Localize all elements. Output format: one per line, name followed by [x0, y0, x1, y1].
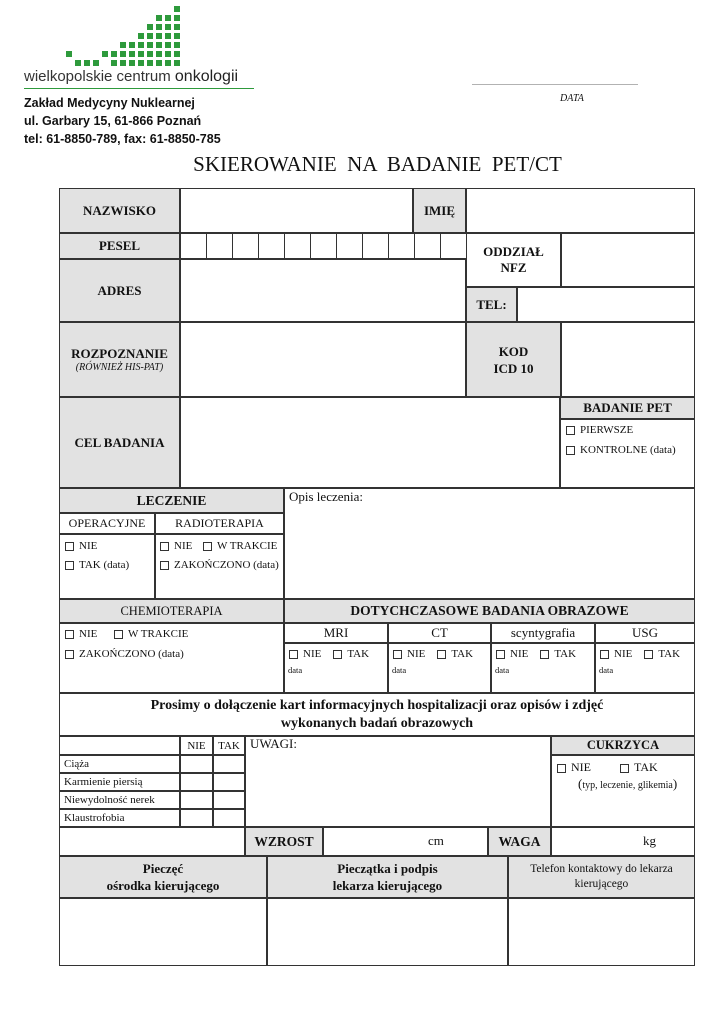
label-uwagi: UWAGI: [250, 736, 297, 751]
label-adres: ADRES [59, 259, 180, 322]
checkbox-icon[interactable] [65, 650, 74, 659]
logo-square [165, 15, 171, 21]
logo-square [156, 42, 162, 48]
unit-kg: kg [643, 833, 656, 848]
label-opis-leczenia: Opis leczenia: [289, 489, 363, 504]
operacyjne-nie[interactable]: NIE [65, 540, 97, 552]
condition-tak-box[interactable] [213, 755, 245, 773]
checkbox-icon[interactable] [620, 764, 629, 773]
imie-field[interactable] [466, 188, 695, 233]
chemio-nie[interactable]: NIE [65, 628, 97, 640]
badania-checkboxes[interactable]: NIE TAK [393, 648, 473, 660]
logo-square [147, 33, 153, 39]
logo-mark [66, 6, 186, 76]
label-tak: TAK [213, 736, 245, 755]
condition-label: Ciąża [59, 755, 180, 773]
condition-nie-box[interactable] [180, 755, 213, 773]
condition-tak-box[interactable] [213, 791, 245, 809]
condition-tak-box[interactable] [213, 773, 245, 791]
checkbox-icon[interactable] [65, 561, 74, 570]
logo-square [165, 60, 171, 66]
checkbox-icon[interactable] [644, 650, 653, 659]
option-kontrolne[interactable]: KONTROLNE (data) [566, 444, 676, 456]
checkbox-icon[interactable] [203, 542, 212, 551]
form-title: SKIEROWANIE NA BADANIE PET/CT [193, 152, 562, 176]
pesel-digit-box[interactable] [206, 233, 233, 259]
adres-field[interactable] [180, 259, 466, 322]
logo-square [111, 51, 117, 57]
conditions-header-blank [59, 736, 180, 755]
label-oddzial: ODDZIAŁ NFZ [466, 233, 561, 287]
logo-square [174, 51, 180, 57]
cel-badania-field[interactable] [180, 397, 560, 488]
pesel-digit-box[interactable] [336, 233, 363, 259]
logo-square [147, 24, 153, 30]
logo-square [156, 51, 162, 57]
label-operacyjne: OPERACYJNE [59, 513, 155, 534]
logo-square [147, 51, 153, 57]
logo-square [156, 15, 162, 21]
cukrzyca-nie[interactable]: NIE [557, 760, 591, 775]
label-radioterapia: RADIOTERAPIA [155, 513, 284, 534]
unit-cm: cm [428, 833, 444, 848]
logo-square [129, 51, 135, 57]
chemio-w-trakcie[interactable]: W TRAKCIE [114, 628, 188, 640]
nazwisko-field[interactable] [180, 188, 413, 233]
badania-col-ct: CT [388, 623, 491, 643]
checkbox-icon[interactable] [437, 650, 446, 659]
telefon-field[interactable] [508, 898, 695, 966]
waga-field[interactable] [551, 827, 695, 856]
checkbox-icon[interactable] [289, 650, 298, 659]
condition-nie-box[interactable] [180, 773, 213, 791]
checkbox-icon[interactable] [65, 542, 74, 551]
logo-square [147, 42, 153, 48]
logo-square [174, 15, 180, 21]
pesel-digit-box[interactable] [180, 233, 207, 259]
date-field[interactable]: ................................................................................... [472, 78, 638, 87]
logo-square [138, 42, 144, 48]
date-label: DATA [560, 93, 584, 104]
label-leczenie: LECZENIE [59, 488, 284, 513]
badania-checkboxes[interactable]: NIE TAK [600, 648, 680, 660]
logo-square [138, 33, 144, 39]
badania-data-label: data [288, 665, 303, 675]
logo-square [165, 51, 171, 57]
podpis-field[interactable] [267, 898, 508, 966]
logo-square [165, 24, 171, 30]
checkbox-icon[interactable] [65, 630, 74, 639]
checkbox-icon[interactable] [333, 650, 342, 659]
logo-square [102, 51, 108, 57]
label-pesel: PESEL [59, 233, 180, 259]
badania-col-usg: USG [595, 623, 695, 643]
badania-checkboxes[interactable]: NIE TAK [496, 648, 576, 660]
radioterapia-w-trakcie[interactable]: W TRAKCIE [203, 540, 277, 552]
logo-square [129, 60, 135, 66]
pesel-digit-box[interactable] [232, 233, 259, 259]
pesel-digit-box[interactable] [310, 233, 337, 259]
condition-nie-box[interactable] [180, 791, 213, 809]
pesel-digit-box[interactable] [258, 233, 285, 259]
logo-square [138, 51, 144, 57]
pesel-digit-box[interactable] [440, 233, 467, 259]
dept-phone: tel: 61-8850-789, fax: 61-8850-785 [24, 132, 221, 146]
option-pierwsze[interactable]: PIERWSZE [566, 424, 633, 436]
oddzial-field[interactable] [561, 233, 695, 287]
checkbox-icon[interactable] [566, 446, 575, 455]
logo-square [120, 42, 126, 48]
logo-underline [24, 88, 254, 89]
logo-square [84, 60, 90, 66]
checkbox-icon[interactable] [566, 426, 575, 435]
pieczec-field[interactable] [59, 898, 267, 966]
label-telefon: Telefon kontaktowy do lekarza kierującego [508, 856, 695, 898]
checkbox-icon[interactable] [540, 650, 549, 659]
pesel-digit-box[interactable] [388, 233, 415, 259]
badania-checkboxes[interactable]: NIE TAK [289, 648, 369, 660]
condition-label: Niewydolność nerek [59, 791, 180, 809]
condition-nie-box[interactable] [180, 809, 213, 827]
badania-data-label: data [599, 665, 614, 675]
checkbox-icon[interactable] [114, 630, 123, 639]
chemio-zakonczono[interactable]: ZAKOŃCZONO (data) [65, 648, 184, 660]
condition-label: Karmienie piersią [59, 773, 180, 791]
logo-square [156, 33, 162, 39]
logo-square [174, 33, 180, 39]
badania-col-mri: MRI [284, 623, 388, 643]
logo-square [111, 60, 117, 66]
label-pieczec: Pieczęć ośrodka kierującego [59, 856, 267, 898]
logo-square [174, 60, 180, 66]
measures-blank [59, 827, 245, 856]
badania-col-scyntygrafia: scyntygrafia [491, 623, 595, 643]
request-note: Prosimy o dołączenie kart informacyjnych hospitalizacji oraz opisów i zdjęć wykonanych badań obrazowych [59, 693, 695, 736]
label-rozpoznanie: ROZPOZNANIE (RÓWNIEŻ HIS-PAT) [59, 322, 180, 397]
label-cel-badania: CEL BADANIA [59, 397, 180, 488]
checkbox-icon[interactable] [160, 561, 169, 570]
logo-square [138, 60, 144, 66]
checkbox-icon[interactable] [600, 650, 609, 659]
rozpoznanie-field[interactable] [180, 322, 466, 397]
tel-field[interactable] [517, 287, 695, 322]
logo-square [174, 42, 180, 48]
logo-square [120, 51, 126, 57]
badania-data-label: data [392, 665, 407, 675]
logo-square [174, 6, 180, 12]
checkbox-icon[interactable] [393, 650, 402, 659]
cukrzyca-note: (typ, leczenie, glikemia) [578, 776, 678, 791]
label-imie: IMIĘ [413, 188, 466, 233]
label-chemioterapia: CHEMIOTERAPIA [59, 599, 284, 623]
dept-name: Zakład Medycyny Nuklearnej [24, 96, 195, 110]
label-waga: WAGA [488, 827, 551, 856]
checkbox-icon[interactable] [496, 650, 505, 659]
logo-square [147, 60, 153, 66]
logo-text: wielkopolskie centrum onkologii [24, 68, 239, 85]
pesel-digit-box[interactable] [414, 233, 441, 259]
pesel-digit-box[interactable] [284, 233, 311, 259]
label-podpis: Pieczątka i podpis lekarza kierującego [267, 856, 508, 898]
pesel-digit-box[interactable] [362, 233, 389, 259]
logo-square [66, 51, 72, 57]
cukrzyca-tak[interactable]: TAK [620, 760, 658, 775]
badania-data-label: data [495, 665, 510, 675]
logo-square [120, 60, 126, 66]
label-kod-icd: KOD ICD 10 [466, 322, 561, 397]
dept-address: ul. Garbary 15, 61-866 Poznań [24, 114, 202, 128]
condition-tak-box[interactable] [213, 809, 245, 827]
label-cukrzyca: CUKRZYCA [551, 736, 695, 755]
condition-label: Klaustrofobia [59, 809, 180, 827]
checkbox-icon[interactable] [160, 542, 169, 551]
label-nazwisko: NAZWISKO [59, 188, 180, 233]
label-badania-obrazowe: DOTYCHCZASOWE BADANIA OBRAZOWE [284, 599, 695, 623]
logo-square [174, 24, 180, 30]
logo-square [156, 24, 162, 30]
logo-square [156, 60, 162, 66]
logo-square [129, 42, 135, 48]
logo-square [93, 60, 99, 66]
logo-square [165, 42, 171, 48]
radioterapia-nie[interactable]: NIE [160, 540, 192, 552]
label-badanie-pet: BADANIE PET [560, 397, 695, 419]
wzrost-field[interactable] [323, 827, 488, 856]
operacyjne-tak[interactable]: TAK (data) [65, 559, 129, 571]
logo-square [75, 60, 81, 66]
label-tel: TEL: [466, 287, 517, 322]
logo-square [165, 33, 171, 39]
checkbox-icon[interactable] [557, 764, 566, 773]
icd-field[interactable] [561, 322, 695, 397]
label-wzrost: WZROST [245, 827, 323, 856]
label-nie: NIE [180, 736, 213, 755]
radioterapia-zakonczono[interactable]: ZAKOŃCZONO (data) [160, 559, 279, 571]
